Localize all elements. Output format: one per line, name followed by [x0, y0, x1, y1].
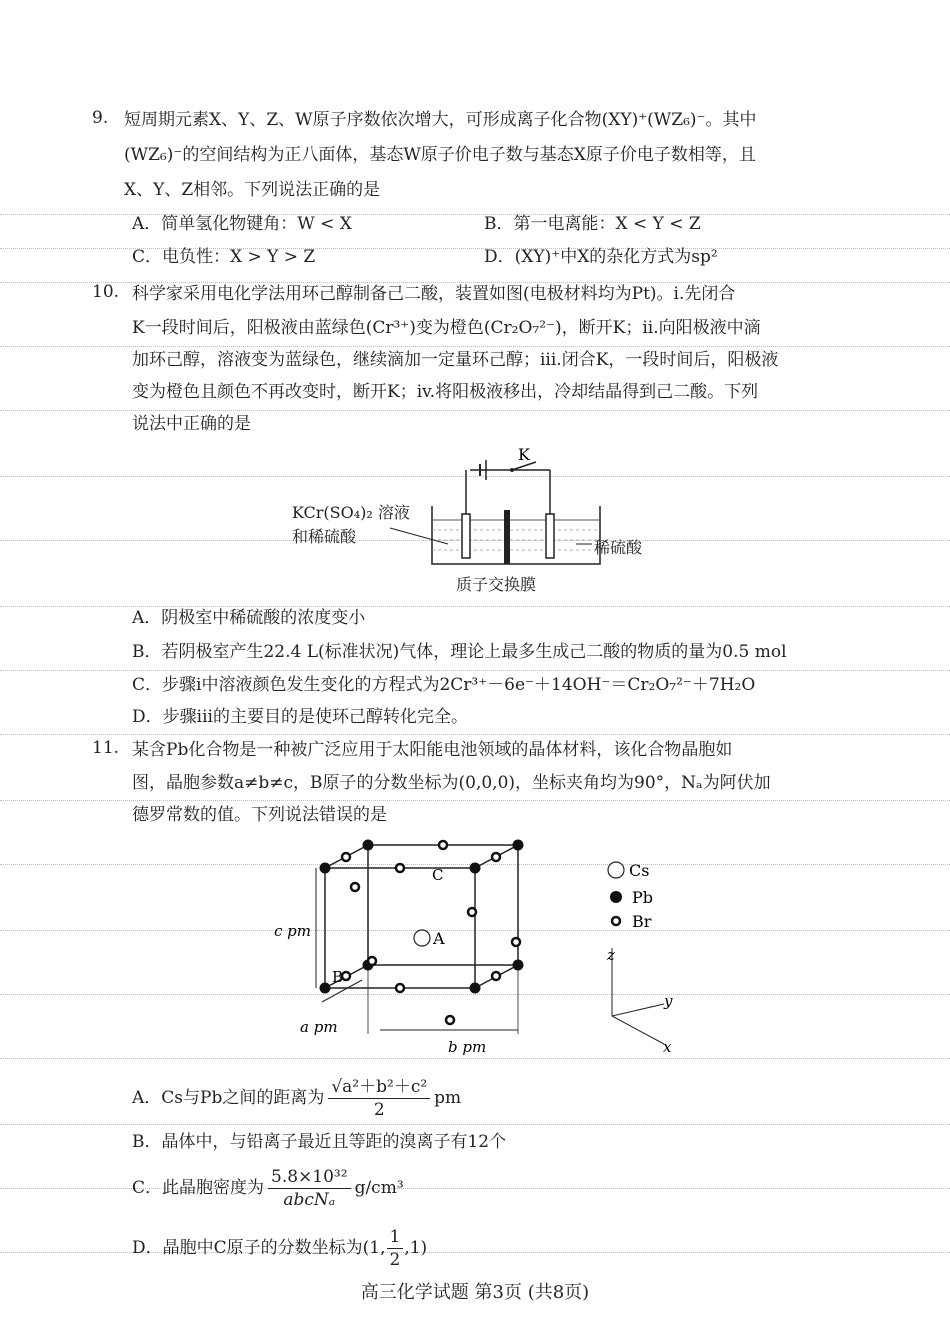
question-number: 10. — [92, 282, 120, 302]
option-text: D．晶胞中C原子的分数坐标为(1, — [132, 1238, 386, 1258]
option-c[interactable] — [132, 1166, 404, 1211]
fraction — [268, 1166, 351, 1211]
cell-front-face — [325, 868, 475, 988]
guide-line — [0, 670, 950, 671]
figure-label-left: KCr(SO₄)₂ 溶液 — [292, 503, 410, 522]
fraction-numerator: √a²＋b²＋c² — [328, 1076, 430, 1099]
option-a[interactable]: A．简单氢化物键角：W < X — [132, 214, 352, 234]
br-atom — [512, 938, 520, 946]
option-c[interactable]: C．电负性：X > Y > Z — [132, 247, 316, 267]
br-atom — [368, 957, 376, 965]
z-axis-label: z — [607, 946, 615, 964]
option-text: A．Cs与Pb之间的距离为 — [132, 1088, 325, 1108]
question-text: K一段时间后，阳极液由蓝绿色(Cr³⁺)变为橙色(Cr₂O₇²⁻)，断开K；ii.向阳极液中滴 — [132, 318, 761, 338]
option-b[interactable]: B．第一电离能：X < Y < Z — [484, 214, 701, 234]
fraction-numerator: 5.8×10³² — [268, 1166, 351, 1189]
fraction-denominator: abcNₐ — [283, 1190, 336, 1210]
beaker — [432, 506, 600, 564]
br-atom — [468, 908, 476, 916]
guide-line — [0, 800, 950, 801]
crystal-cell-figure — [260, 830, 700, 1070]
cathode-electrode — [546, 514, 554, 558]
cs-atom — [414, 930, 430, 946]
pb-atom — [320, 983, 331, 994]
question-text: 科学家采用电化学法用环己醇制备己二酸，装置如图(电极材料均为Pt)。i.先闭合 — [132, 284, 736, 304]
question-number: 11. — [92, 738, 120, 758]
legend-br-icon — [612, 917, 620, 925]
br-atom — [492, 972, 500, 980]
br-atom — [396, 864, 404, 872]
y-axis-label: y — [664, 992, 673, 1010]
pb-atom — [513, 840, 524, 851]
guide-line — [0, 1124, 950, 1125]
page-footer: 高三化学试题 第3页 (共8页) — [360, 1282, 590, 1303]
pb-atom — [513, 960, 524, 971]
option-b[interactable]: B．若阴极室产生22.4 L(标准状况)气体，理论上最多生成己二酸的物质的量为0.5 mol — [132, 642, 787, 662]
question-text: 变为橙色且颜色不再改变时，断开K；iv.将阳极液移出，冷却结晶得到己二酸。下列 — [132, 382, 759, 402]
figure-label-left: 和稀硫酸 — [292, 527, 357, 546]
option-unit: g/cm³ — [354, 1178, 404, 1198]
option-d[interactable]: D．步骤iii的主要目的是使环己醇转化完全。 — [132, 707, 468, 727]
guide-line — [0, 734, 950, 735]
br-atom — [439, 841, 447, 849]
option-d[interactable] — [132, 1226, 427, 1271]
dimension-label-a: a pm — [300, 1018, 338, 1036]
figure-label-right: 稀硫酸 — [594, 538, 643, 557]
label-leader — [390, 528, 448, 544]
pb-atom — [320, 863, 331, 874]
option-unit: pm — [434, 1088, 462, 1108]
pb-atom — [363, 840, 374, 851]
question-text: 加环己醇，溶液变为蓝绿色，继续滴加一定量环己醇；iii.闭合K，一段时间后，阳极液 — [132, 350, 779, 370]
proton-exchange-membrane — [504, 510, 510, 564]
x-axis — [612, 1016, 664, 1044]
question-number: 9. — [92, 108, 109, 128]
legend-br-label: Br — [632, 912, 652, 931]
y-axis — [612, 1004, 664, 1016]
option-text: C．此晶胞密度为 — [132, 1178, 265, 1198]
atom-label-a: A — [433, 929, 445, 948]
legend-pb-label: Pb — [632, 888, 654, 907]
x-axis-label: x — [663, 1038, 672, 1056]
dimension-label-c: c pm — [274, 922, 311, 940]
br-atom — [396, 984, 404, 992]
br-atom — [492, 853, 500, 861]
question-text: 德罗常数的值。下列说法错误的是 — [132, 805, 387, 825]
option-d[interactable]: D．(XY)⁺中X的杂化方式为sp² — [484, 247, 718, 267]
fraction — [387, 1226, 404, 1271]
guide-line — [0, 346, 950, 347]
option-a[interactable] — [132, 1076, 461, 1121]
pb-atom — [470, 983, 481, 994]
question-text: 某含Pb化合物是一种被广泛应用于太阳能电池领域的晶体材料，该化合物晶胞如 — [132, 740, 733, 760]
guide-line — [0, 410, 950, 411]
question-text: 短周期元素X、Y、Z、W原子序数依次增大，可形成离子化合物(XY)⁺(WZ₆)⁻。其中 — [124, 110, 757, 130]
fraction-denominator: 2 — [373, 1100, 385, 1120]
question-text: X、Y、Z相邻。下列说法正确的是 — [124, 180, 381, 200]
atom-label-c: C — [432, 866, 444, 884]
switch-pivot-icon — [510, 468, 514, 472]
question-text: 图，晶胞参数a≠b≠c，B原子的分数坐标为(0,0,0)，坐标夹角均为90°，Nₐ为阿伏加 — [132, 773, 771, 793]
figure-caption: 质子交换膜 — [456, 575, 537, 594]
option-text: ,1) — [404, 1238, 428, 1258]
dimension-label-b: b pm — [448, 1038, 487, 1056]
option-b[interactable]: B．晶体中，与铅离子最近且等距的溴离子有12个 — [132, 1132, 507, 1152]
br-atom — [351, 883, 359, 891]
legend-cs-icon — [608, 862, 624, 878]
question-text: (WZ₆)⁻的空间结构为正八面体，基态W原子价电子数与基态X原子价电子数相等，且 — [124, 145, 756, 165]
fraction-numerator: 1 — [387, 1226, 404, 1249]
atom-label-b: B — [332, 968, 344, 986]
fraction — [328, 1076, 430, 1121]
br-atom — [342, 972, 350, 980]
fraction-denominator: 2 — [389, 1250, 401, 1270]
question-text: 说法中正确的是 — [132, 414, 251, 434]
br-atom — [446, 1016, 454, 1024]
option-c[interactable]: C．步骤i中溶液颜色发生变化的方程式为2Cr³⁺－6e⁻＋14OH⁻＝Cr₂O₇²⁻＋7H₂O — [132, 675, 756, 695]
pb-atom — [470, 863, 481, 874]
switch-label: K — [518, 445, 530, 464]
legend-pb-icon — [610, 891, 622, 903]
br-atom — [342, 853, 350, 861]
legend-cs-label: Cs — [629, 861, 650, 880]
anode-electrode — [462, 514, 470, 558]
option-a[interactable]: A．阴极室中稀硫酸的浓度变小 — [132, 608, 366, 628]
